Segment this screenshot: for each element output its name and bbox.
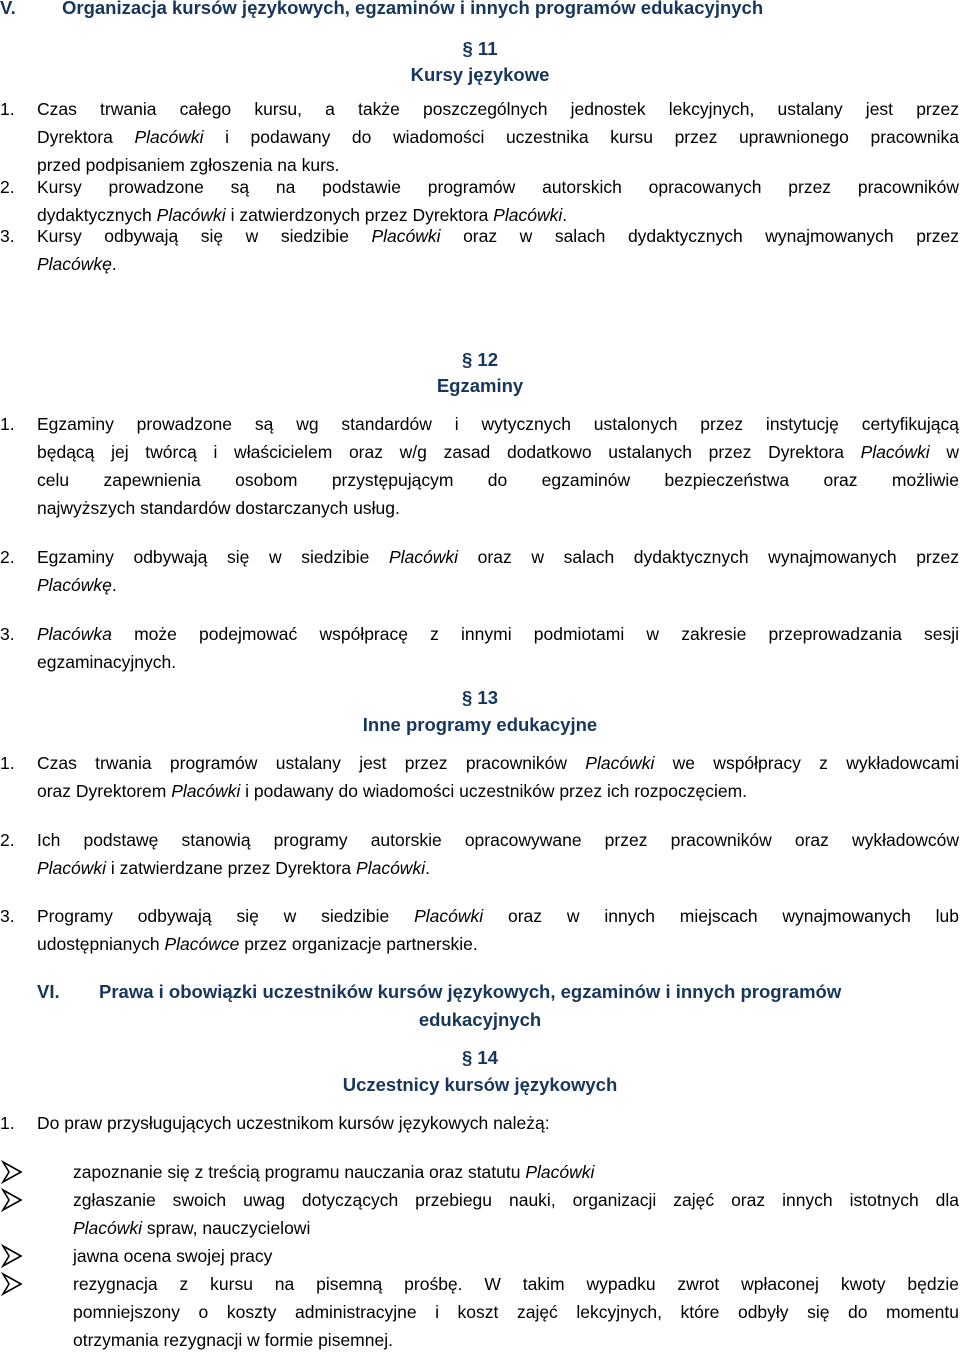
item-number: 3.: [0, 226, 15, 246]
text-run: egzaminacyjnych.: [37, 652, 177, 672]
text-line: [37, 930, 478, 958]
section-title-line-2: edukacyjnych: [418, 1009, 542, 1030]
text-run: Dyrektora: [37, 127, 135, 147]
text-run: Czas trwania całego kursu, a także poszczególnych jednostek lekcyjnych, ustalany jest przez: [37, 99, 959, 119]
paragraph-number-13: § 13: [461, 687, 498, 708]
italic-term: Placówki: [371, 226, 441, 246]
text-run: .: [562, 205, 568, 225]
text-line: [37, 749, 959, 777]
text-line: [37, 648, 176, 676]
italic-term: Placówki: [356, 858, 426, 878]
italic-term: Placówkę: [37, 575, 112, 595]
text-line: [37, 571, 117, 599]
text-run: Kursy odbywają się w siedzibie: [37, 226, 372, 246]
paragraph-title-11: Kursy językowe: [410, 64, 550, 85]
text-line: [37, 777, 747, 805]
text-run: przed podpisaniem zgłoszenia na kurs.: [37, 155, 340, 175]
text-line: [73, 1326, 393, 1354]
text-line: [37, 1109, 550, 1137]
text-run: w: [929, 442, 960, 462]
text-run: oraz w innych miejscach wynajmowanych lub: [483, 906, 959, 926]
text-run: udostępnianych: [37, 934, 165, 954]
text-line: [37, 543, 959, 571]
text-run: zapoznanie się z treścią programu nauczania oraz statutu: [73, 1162, 526, 1182]
italic-term: Placówki: [156, 205, 226, 225]
item-number: 2.: [0, 547, 15, 567]
italic-term: Placówce: [164, 934, 240, 954]
arrowhead-bullet-icon: [0, 1272, 24, 1296]
text-run: Egzaminy odbywają się w siedzibie: [37, 547, 389, 567]
italic-term: Placówki: [388, 547, 459, 567]
item-number: 1.: [0, 1113, 15, 1133]
section-vi-heading: [37, 978, 841, 1006]
text-run: będącą jej twórcą i właścicielem oraz w/g zasad dodatkowo ustalanych przez Dyrektora: [37, 442, 861, 462]
italic-term: Placówki: [585, 753, 655, 773]
text-run: Czas trwania programów ustalany jest przez pracowników: [37, 753, 586, 773]
paragraph-title-12: Egzaminy: [436, 375, 524, 396]
text-run: i zatwierdzane przez Dyrektora: [106, 858, 357, 878]
text-line: [37, 410, 959, 438]
italic-term: Placówki: [493, 205, 563, 225]
item-number: 2.: [0, 177, 15, 197]
text-run: i podawany do wiadomości uczestnika kursu przez uprawnionego pracownika: [203, 127, 959, 147]
italic-term: Placówka: [37, 624, 112, 644]
text-line: [37, 826, 959, 854]
text-run: .: [111, 575, 117, 595]
item-number: 2.: [0, 830, 15, 850]
text-run: otrzymania rezygnacji w formie pisemnej.: [73, 1330, 393, 1350]
section-title: Organizacja kursów językowych, egzaminów i innych programów edukacyjnych: [62, 0, 764, 18]
text-line: [73, 1214, 310, 1242]
text-run: pomniejszony o koszty administracyjne i koszt zajęć lekcyjnych, które odbyły się do momentu: [73, 1302, 959, 1322]
text-run: i podawany do wiadomości uczestników przez ich rozpoczęciem.: [240, 781, 748, 801]
text-run: .: [425, 858, 430, 878]
italic-term: Placówki: [171, 781, 241, 801]
arrowhead-bullet-icon: [0, 1244, 24, 1268]
text-line: [37, 438, 959, 466]
text-run: może podejmować współpracę z innymi podmiotami w zakresie przeprowadzania sesji: [111, 624, 959, 644]
item-number: 1.: [0, 753, 15, 773]
item-number: 1.: [0, 414, 15, 434]
italic-term: Placówki: [37, 858, 107, 878]
italic-term: Placówki: [414, 906, 484, 926]
paragraph-title-14: Uczestnicy kursów językowych: [342, 1074, 618, 1095]
text-run: celu zapewnienia osobom przystępującym do egzaminów bezpieczeństwa oraz możliwie: [37, 470, 959, 490]
item-number: 1.: [0, 99, 15, 119]
text-run: Programy odbywają się w siedzibie: [37, 906, 415, 926]
text-run: Do praw przysługujących uczestnikom kursów językowych należą:: [37, 1113, 550, 1133]
text-line: [37, 250, 117, 278]
text-run: spraw, nauczycielowi: [142, 1218, 311, 1238]
text-line: [73, 1186, 959, 1214]
arrowhead-bullet-icon: [0, 1188, 24, 1212]
italic-term: Placówki: [525, 1162, 595, 1182]
text-line: [73, 1158, 594, 1186]
text-line: [37, 466, 959, 494]
text-run: najwyższych standardów dostarczanych usług.: [37, 498, 400, 518]
text-line: [37, 494, 400, 522]
text-line: [37, 95, 959, 123]
paragraph-number-11: § 11: [462, 38, 498, 59]
text-run: oraz w salach dydaktycznych wynajmowanych przez: [440, 226, 959, 246]
text-run: zgłaszanie swoich uwag dotyczących przebiegu nauki, organizacji zajęć oraz innych istotnych dla: [73, 1190, 959, 1210]
text-run: Egzaminy prowadzone są wg standardów i wytycznych ustalonych przez instytucję certyfikującą: [37, 414, 959, 434]
text-run: przez organizacje partnerskie.: [239, 934, 478, 954]
item-number: 3.: [0, 906, 15, 926]
item-number: 3.: [0, 624, 15, 644]
text-line: [37, 902, 959, 930]
text-line: [37, 173, 959, 201]
section-number: V.: [0, 0, 16, 18]
text-run: Ich podstawę stanowią programy autorskie opracowywane przez pracowników oraz wykładowców: [37, 830, 959, 850]
text-run: .: [111, 254, 117, 274]
text-run: oraz Dyrektorem: [37, 781, 172, 801]
text-line: [37, 123, 959, 151]
text-line: [73, 1242, 272, 1270]
italic-term: Placówki: [860, 442, 930, 462]
italic-term: Placówkę: [37, 254, 112, 274]
text-line: [73, 1298, 959, 1326]
text-run: Kursy prowadzone są na podstawie programów autorskich opracowanych przez pracowników: [37, 177, 959, 197]
section-v-heading: [0, 0, 763, 22]
text-line: [37, 222, 959, 250]
paragraph-title-13: Inne programy edukacyjne: [362, 714, 598, 735]
text-run: jawna ocena swojej pracy: [73, 1246, 273, 1266]
text-run: rezygnacja z kursu na pisemną prośbę. W takim wypadku zwrot wpłaconej kwoty będzie: [73, 1274, 959, 1294]
arrowhead-bullet-icon: [0, 1160, 24, 1184]
paragraph-number-12: § 12: [461, 349, 498, 370]
italic-term: Placówki: [73, 1218, 143, 1238]
text-run: i zatwierdzonych przez Dyrektora: [225, 205, 494, 225]
section-title-line-1: Prawa i obowiązki uczestników kursów językowych, egzaminów i innych programów: [99, 981, 842, 1002]
italic-term: Placówki: [134, 127, 204, 147]
text-run: dydaktycznych: [37, 205, 157, 225]
text-line: [37, 620, 959, 648]
section-number: VI.: [37, 981, 60, 1002]
text-line: [37, 854, 430, 882]
text-line: [73, 1270, 959, 1298]
text-run: oraz w salach dydaktycznych wynajmowanych przez: [458, 547, 959, 567]
text-run: we współpracy z wykładowcami: [654, 753, 960, 773]
paragraph-number-14: § 14: [461, 1047, 498, 1068]
